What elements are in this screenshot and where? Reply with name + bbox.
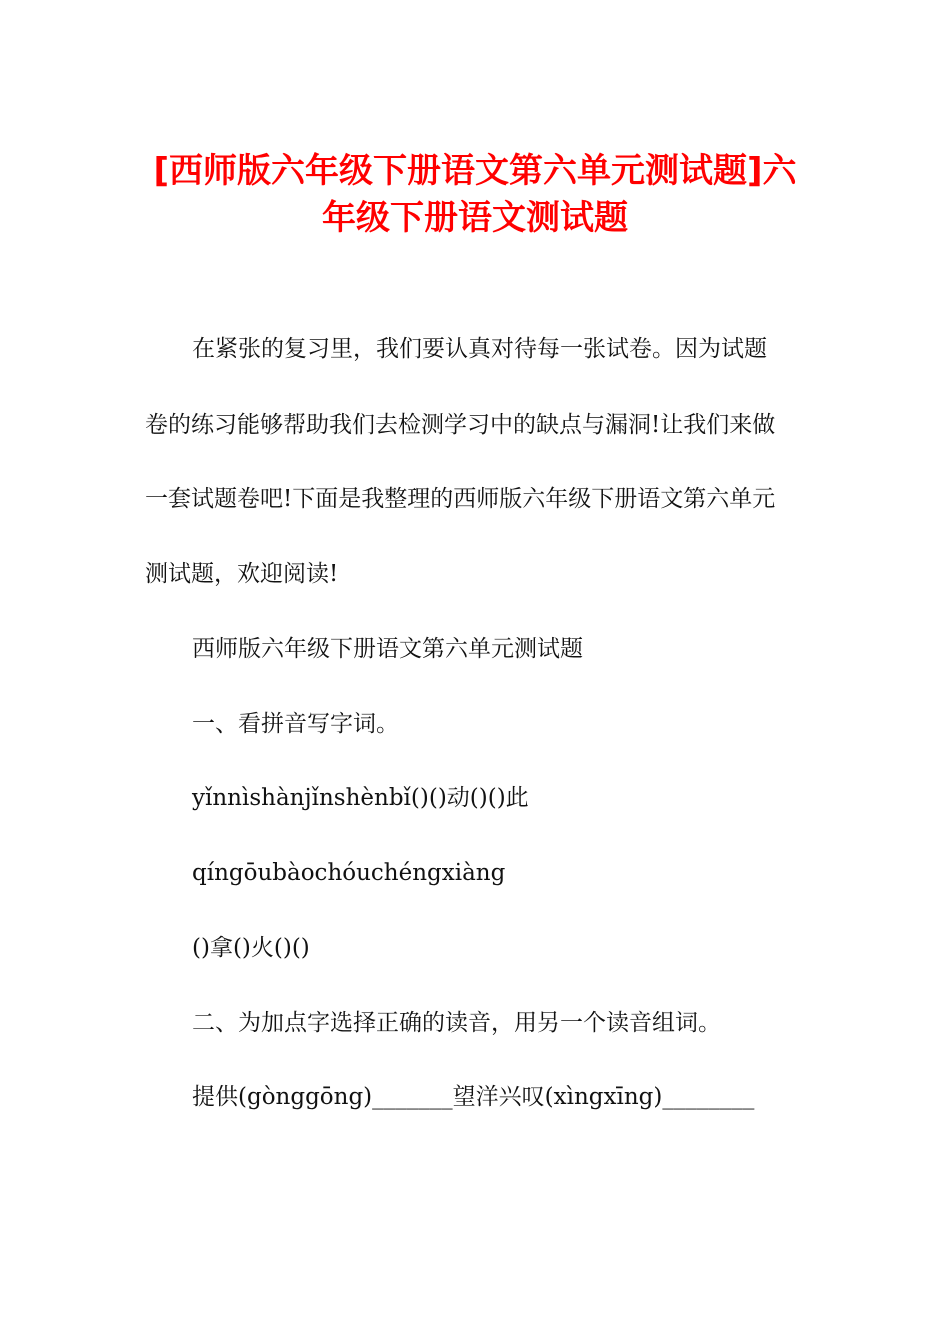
section-2-heading: 二、为加点字选择正确的读音，用另一个读音组词。: [192, 1010, 721, 1036]
title-line-2: 年级下册语文测试题: [322, 198, 628, 238]
test-subtitle: 西师版六年级下册语文第六单元测试题: [192, 636, 583, 662]
document-title: [140, 148, 810, 242]
intro-line-2: 卷的练习能够帮助我们去检测学习中的缺点与漏洞!让我们来做: [145, 412, 776, 438]
intro-line-4: 测试题，欢迎阅读!: [145, 561, 339, 587]
section-1-heading: 一、看拼音写字词。: [192, 711, 399, 737]
reading-line-1: 提供(gònggōng)_______望洋兴叹(xìngxīng)________: [192, 1084, 755, 1110]
intro-line-3: 一套试题卷吧!下面是我整理的西师版六年级下册语文第六单元: [145, 486, 776, 512]
intro-line-1: 在紧张的复习里，我们要认真对待每一张试卷。因为试题: [192, 336, 767, 362]
pinyin-line-1: yǐnnìshànjǐnshènbǐ()()动()()此: [192, 785, 529, 811]
pinyin-line-2: qíngōubàochóuchéngxiàng: [192, 860, 506, 886]
title-line-1: [西师版六年级下册语文第六单元测试题]六: [153, 151, 797, 191]
pinyin-line-3: ()拿()火()(): [192, 935, 310, 961]
